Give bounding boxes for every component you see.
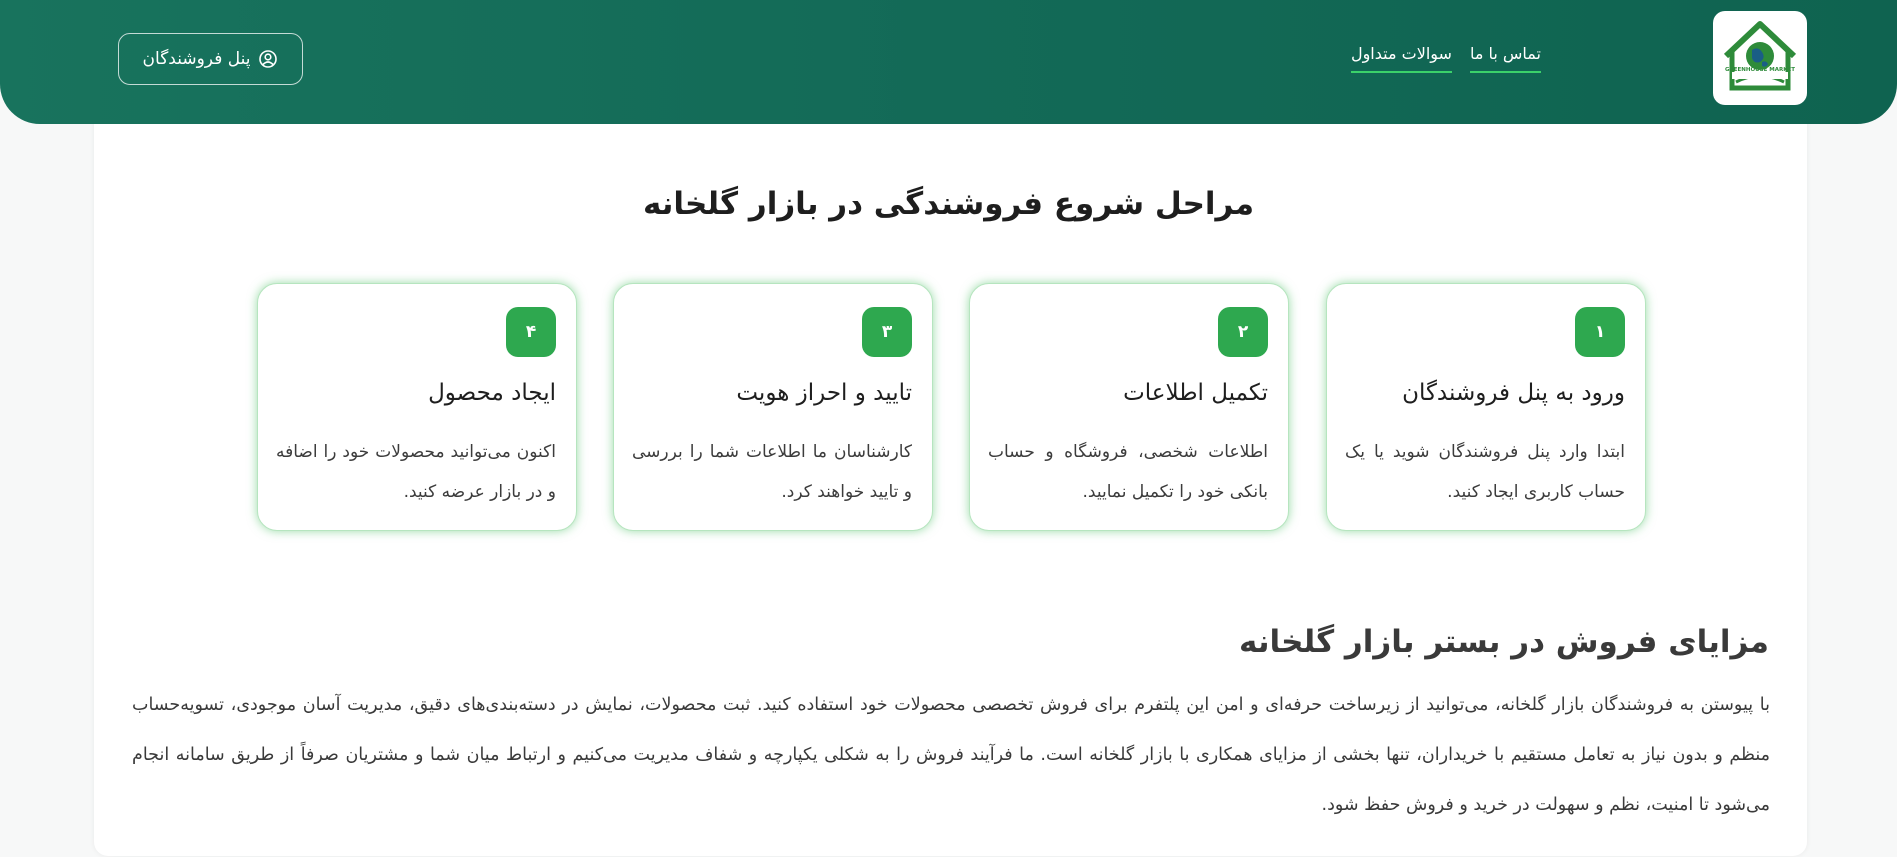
steps-section-title: مراحل شروع فروشندگی در بازار گلخانه	[642, 186, 1255, 222]
step-card-1	[1326, 283, 1646, 531]
nav-link-faq[interactable]: سوالات متداول	[1351, 44, 1452, 73]
step-number-badge: ۲	[1218, 307, 1268, 357]
step-description: ابتدا وارد پنل فروشندگان شوید یا یک حساب کاربری ایجاد کنید.	[1345, 442, 1625, 502]
site-header	[0, 0, 1897, 124]
step-title: تایید و احراز هویت	[736, 380, 912, 406]
step-number-badge: ۱	[1575, 307, 1625, 357]
seller-panel-button-label: پنل فروشندگان	[142, 49, 251, 69]
step-description: کارشناسان ما اطلاعات شما را بررسی و تایید خواهند کرد.	[632, 442, 912, 502]
logo[interactable]	[1713, 11, 1807, 105]
seller-panel-button[interactable]	[118, 33, 303, 85]
step-card-3	[613, 283, 933, 531]
step-description: اکنون می‌توانید محصولات خود را اضافه و در بازار عرضه کنید.	[276, 442, 556, 502]
step-card-2	[969, 283, 1289, 531]
greenhouse-logo-icon	[1718, 16, 1802, 100]
main-nav	[1351, 44, 1541, 73]
benefits-paragraph: با پیوستن به فروشندگان بازار گلخانه، می‌توانید از زیرساخت حرفه‌ای و امن این پلتفرم برای فروش تخصصی محصولات خود استفاده کنید. ثبت محصولات، نمایش در دسته‌بندی‌های دقیق، مدیریت آسان موجودی، تسویه‌حساب منظم و بدون نیاز به تعامل مستقیم با خریداران، تنها بخشی از مزایای همکاری با بازار گلخانه است. ما فرآیند فروش را به شکلی یکپارچه و شفاف مدیریت می‌کنیم و ارتباط میان شما و مشتریان صرفاً از طریق سامانه انجام می‌شود تا امنیت، نظم و سهولت در خرید و فروش حفظ شود.	[132, 695, 1770, 815]
step-card-4	[257, 283, 577, 531]
step-number-badge: ۴	[506, 307, 556, 357]
step-description: اطلاعات شخصی، فروشگاه و حساب بانکی خود را تکمیل نمایید.	[988, 442, 1268, 502]
benefits-section-title: مزایای فروش در بستر بازار گلخانه	[1239, 624, 1769, 660]
user-circle-icon	[258, 49, 278, 69]
logo-text: GREENHOUSE MARKET	[1725, 67, 1795, 73]
step-number-badge: ۳	[862, 307, 912, 357]
nav-link-contact[interactable]: تماس با ما	[1470, 44, 1541, 73]
step-title: ورود به پنل فروشندگان	[1402, 380, 1625, 406]
step-title: تکمیل اطلاعات	[1123, 380, 1268, 406]
step-title: ایجاد محصول	[428, 380, 556, 406]
